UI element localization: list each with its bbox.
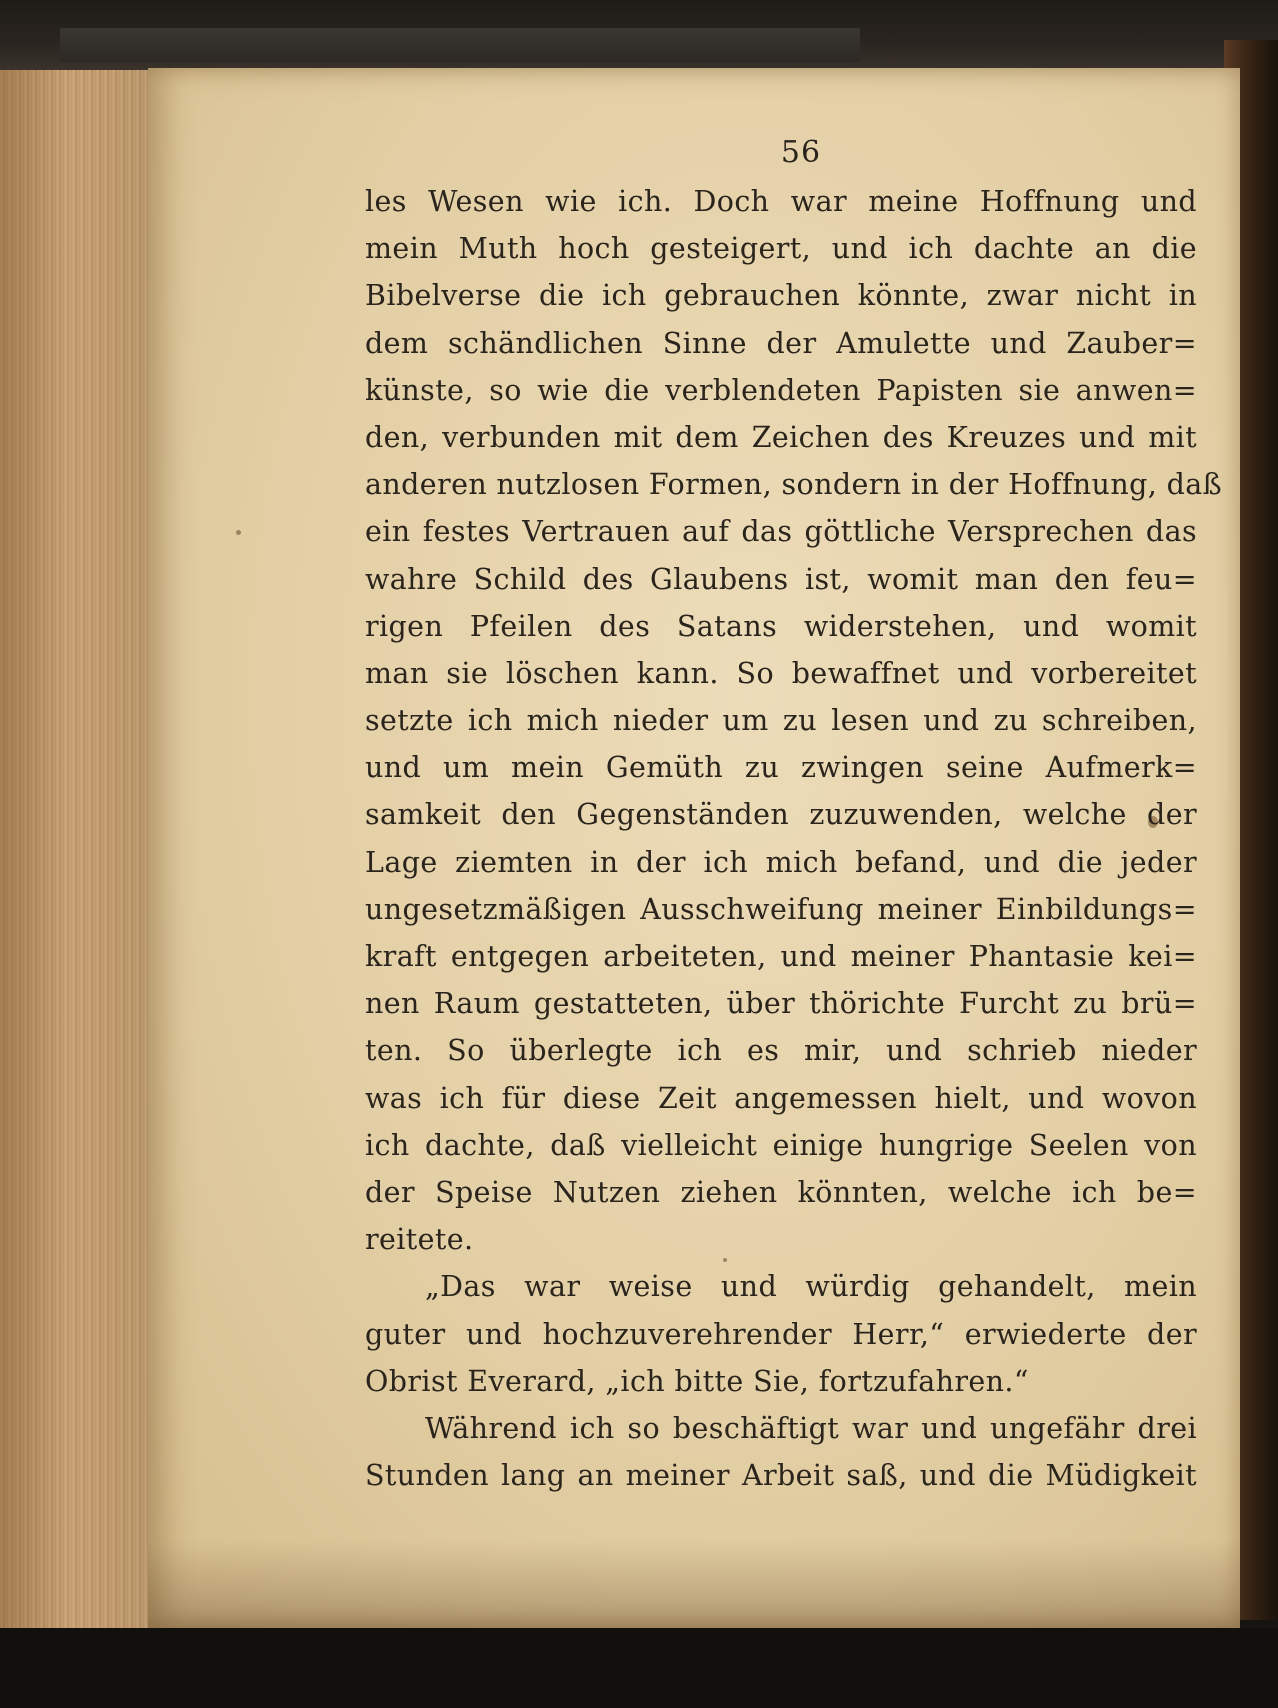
text-line: Bibelverse die ich gebrauchen könnte, zwar nicht in [365, 279, 1197, 313]
text-line: Obrist Everard, „ich bitte Sie, fortzufahren.“ [365, 1364, 1029, 1398]
page-number: 56 [780, 135, 822, 170]
text-line: den, verbunden mit dem Zeichen des Kreuzes und mit [365, 420, 1197, 454]
text-line: reitete. [365, 1223, 474, 1257]
page-edges-shade [0, 70, 170, 1640]
text-line: kraft entgegen arbeiteten, und meiner Phantasie kei= [365, 940, 1197, 973]
cover-band [60, 28, 860, 62]
text-line: und um mein Gemüth zu zwingen seine Aufmerk= [365, 751, 1197, 785]
text-line: ungesetzmäßigen Ausschweifung meiner Einbildungs= [365, 892, 1197, 926]
text-line: nen Raum gestatteten, über thörichte Furcht zu brü= [365, 987, 1197, 1021]
text-line: samkeit den Gegenständen zuzuwenden, welche der [365, 798, 1197, 832]
page-text [365, 135, 1223, 1499]
text-line: ich dachte, daß vielleicht einige hungrige Seelen von [365, 1128, 1197, 1162]
text-line: was ich für diese Zeit angemessen hielt, und wovon [365, 1081, 1197, 1115]
text-line: „Das war weise und würdig gehandelt, mein [425, 1270, 1197, 1304]
text-line: rigen Pfeilen des Satans widerstehen, und womit [365, 609, 1197, 643]
text-line: ein festes Vertrauen auf das göttliche Versprechen das [365, 515, 1197, 549]
text-line: künste, so wie die verblendeten Papisten sie anwen= [365, 373, 1197, 407]
paper-speck [236, 530, 241, 535]
text-line: les Wesen wie ich. Doch war meine Hoffnung und [365, 185, 1197, 218]
text-line: man sie löschen kann. So bewaffnet und vorbereitet [365, 656, 1197, 690]
text-line: ten. So überlegte ich es mir, und schrieb nieder [365, 1034, 1197, 1068]
page-bottom-shade [148, 1540, 1240, 1630]
background-bottom [0, 1628, 1278, 1708]
text-line: Lage ziemten in der ich mich befand, und die jeder [365, 845, 1197, 879]
text-line: dem schändlichen Sinne der Amulette und Zauber= [365, 326, 1197, 360]
text-line: Während ich so beschäftigt war und ungefähr drei [425, 1411, 1197, 1445]
text-line: wahre Schild des Glaubens ist, womit man den feu= [365, 562, 1197, 596]
text-line: mein Muth hoch gesteigert, und ich dachte an die [365, 232, 1197, 266]
text-line: anderen nutzlosen Formen, sondern in der Hoffnung, daß [365, 468, 1223, 502]
text-line: guter und hochzuverehrender Herr,“ erwiederte der [365, 1317, 1197, 1351]
text-line: setzte ich mich nieder um zu lesen und zu schreiben, [365, 704, 1197, 738]
text-line: der Speise Nutzen ziehen könnten, welche ich be= [365, 1175, 1197, 1209]
text-line: Stunden lang an meiner Arbeit saß, und die Müdigkeit [365, 1459, 1197, 1493]
